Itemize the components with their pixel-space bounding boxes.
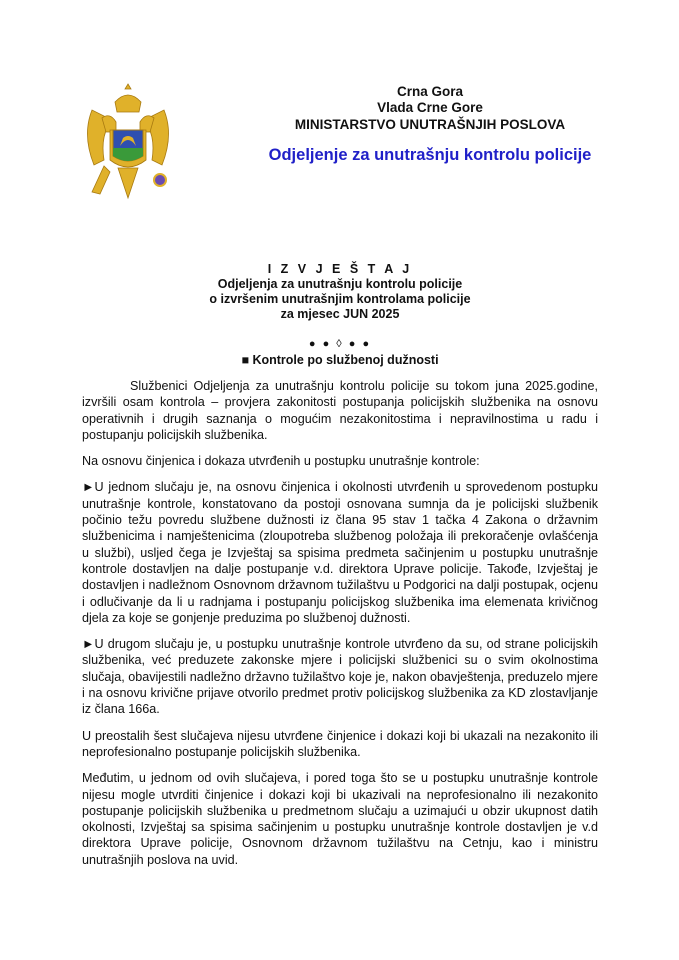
paragraph-case-1: ►U jednom slučaju je, na osnovu činjenica i okolnosti utvrđenih u sprovedenom postupku unutrašnje kontrole, konstatovano da postoji osnovana sumnja da je policijski službenik počinio težu povredu službene dužnosti iz člana 95 stav 1 tačka 4 Zakona o državnim službenicima i namještenicima (zloupotreba službenog položaja ili prekoračenje ovlašćenja u službi), usljed čega je Izvještaj sa spisima predmeta sačinjenim u postupku unutrašnje kontrole dostavljen na dalje postupanje v.d. direktora Uprave policije. Takođe, Izvještaj je dostavljen i nadležnom Osnovnom državnom tužilaštvu u Podgorici na dalji postupak, ocjenu i odlučivanje da li u radnjama i postupanju policijskog službenika ima elemenata krivičnog djela za koje se gonjenje preduzima po službenoj dužnosti. — [82, 480, 598, 625]
report-body — [82, 378, 598, 878]
header-department: Odjeljenje za unutrašnju kontrolu policije — [268, 146, 592, 164]
paragraph-basis: Na osnovu činjenica i dokaza utvrđenih u postupku unutrašnje kontrole: — [82, 454, 480, 469]
paragraph-however: Međutim, u jednom od ovih slučajeva, i pored toga što se u postupku unutrašnje kontrole nijesu mogle utvrditi činjenice i dokazi koji bi ukazivali na neprofesionalno ili nezakonito postupanje policijskih službenika u predmetnom slučaju a uzimajući u obzir ukupnost datih okolnosti, Izvještaj sa spisima sačinjenim u postupku unutrašnje kontrole dostavljen je v.d direktora Uprave policije, Osnovnom državnom tužilaštvu na Cetnju, kao i ministru unutrašnjih poslova na uvid. — [82, 771, 598, 867]
report-title-main: I Z V J E Š T A J — [267, 262, 413, 276]
report-title — [140, 262, 540, 322]
paragraph-remaining: U preostalih šest slučajeva nijesu utvrđene činjenice i dokazi koji bi ukazali na nezakonito ili neprofesionalno postupanje policijskih službenika. — [82, 728, 598, 759]
paragraph-intro: Službenici Odjeljenja za unutrašnju kontrolu policije su tokom juna 2025.godine, izvršili osam kontrola – provjera zakonitosti postupanja policijskih službenika na osnovu operativnih i drugih saznanja o mogućim nezakonitostima i nepravilnostima u radu i postupanju policijskih službenika. — [82, 379, 598, 442]
divider-ornament: ● ● ◊ ● ● — [308, 338, 372, 350]
report-title-line1: Odjeljenja za unutrašnju kontrolu policije — [217, 277, 463, 291]
header-government: Vlada Crne Gore — [377, 100, 483, 115]
section-heading: ■ Kontrole po službenoj dužnosti — [241, 353, 439, 367]
report-title-line3: za mjesec JUN 2025 — [280, 307, 400, 321]
header-country: Crna Gora — [396, 84, 464, 99]
header-ministry: MINISTARSTVO UNUTRAŠNJIH POSLOVA — [294, 117, 566, 132]
coat-of-arms-emblem — [82, 80, 174, 202]
report-title-line2: o izvršenim unutrašnjim kontrolama policije — [209, 292, 471, 306]
paragraph-case-2: ►U drugom slučaju je, u postupku unutrašnje kontrole utvrđeno da su, od strane policijskih službenika, već preduzete zakonske mjere i policijski službenici su o svim okolnostima slučaja, obavijestili nadležno državno tužilaštvo koje je, nakon obavještenja, preduzelo mjere i na osnovu krivične prijave otvorilo predmet protiv policijskog službenika za KD zlostavljanje iz člana 166a. — [82, 637, 598, 717]
